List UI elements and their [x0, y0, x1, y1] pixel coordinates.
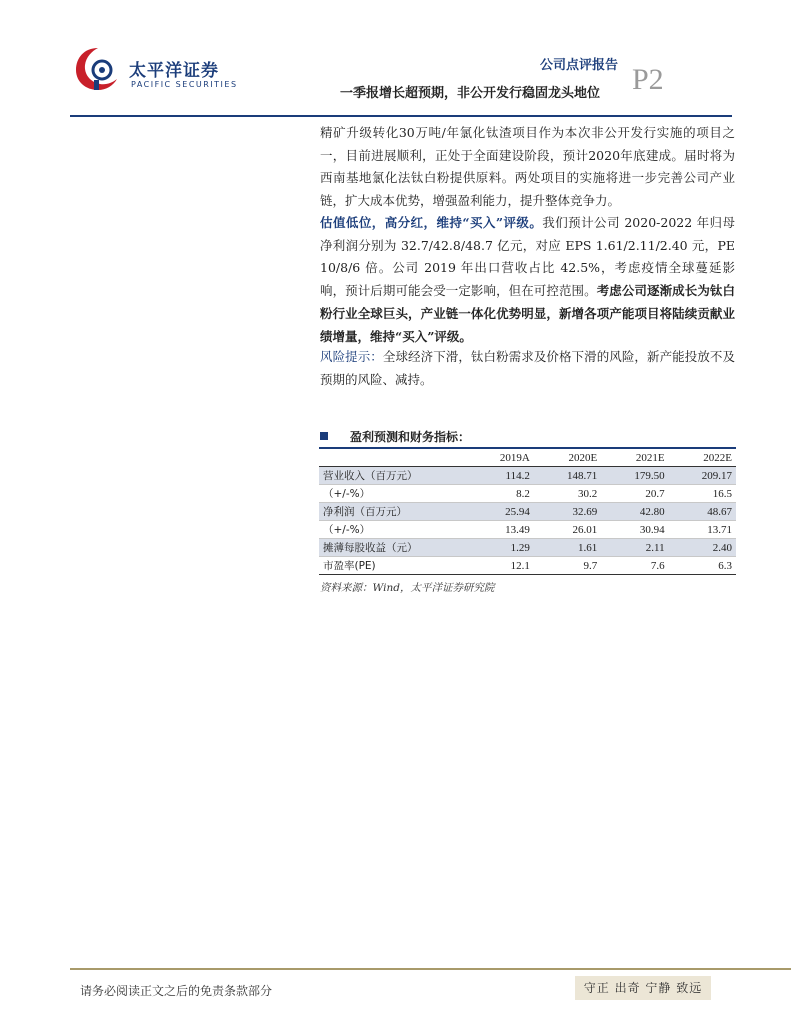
financial-forecast-table: [319, 449, 736, 575]
row-label: 营业收入（百万元）: [319, 467, 467, 485]
cell: 8.2: [467, 485, 534, 503]
cell: 6.3: [669, 557, 736, 575]
header-cell: 2021E: [601, 449, 668, 467]
footer-disclaimer: 请务必阅读正文之后的免责条款部分: [80, 984, 273, 998]
table-row: [319, 503, 736, 521]
report-title: 一季报增长超预期，非公开发行稳固龙头地位: [340, 86, 601, 101]
table-title: [320, 428, 470, 445]
paragraph-valuation: [320, 212, 735, 348]
header-divider: [70, 115, 732, 117]
table-header-row: [319, 449, 736, 467]
valuation-conclusion: 考虑公司逐渐成长为钛白粉行业全球巨头，产业链一体化优势明显，新增各项产能项目将陆续贡献业绩增量，维持“买入”评级。: [320, 283, 735, 344]
header-cell: [319, 449, 467, 467]
cell: 16.5: [669, 485, 736, 503]
cell: 179.50: [601, 467, 668, 485]
company-name-cn: 太平洋证券: [129, 61, 219, 81]
cell: 1.29: [467, 539, 534, 557]
cell: 32.69: [534, 503, 601, 521]
table-source: 资料来源：Wind，太平洋证券研究院: [320, 582, 495, 594]
cell: 30.2: [534, 485, 601, 503]
table-row: [319, 521, 736, 539]
paragraph-project: 精矿升级转化30万吨/年氯化钛渣项目作为本次非公开发行实施的项目之一，目前进展顺利，正处于全面建设阶段，预计2020年底建成。届时将为西南基地氯化法钛白粉提供原料。两处项目的实施将进一步完善公司产业链，扩大成本优势，增强盈利能力，提升整体竞争力。: [320, 125, 735, 209]
cell: 7.6: [601, 557, 668, 575]
company-logo-icon: [72, 44, 124, 94]
cell: 12.1: [467, 557, 534, 575]
cell: 2.11: [601, 539, 668, 557]
row-label: （+/-%）: [319, 485, 467, 503]
cell: 13.49: [467, 521, 534, 539]
header-cell: 2020E: [534, 449, 601, 467]
table-row: [319, 539, 736, 557]
cell: 13.71: [669, 521, 736, 539]
cell: 25.94: [467, 503, 534, 521]
cell: 148.71: [534, 467, 601, 485]
cell: 2.40: [669, 539, 736, 557]
row-label: 市盈率(PE): [319, 557, 467, 575]
cell: 20.7: [601, 485, 668, 503]
row-label: （+/-%）: [319, 521, 467, 539]
header-cell: 2019A: [467, 449, 534, 467]
table-row: [319, 467, 736, 485]
page-number: P2: [632, 63, 664, 96]
table-row: [319, 485, 736, 503]
cell: 114.2: [467, 467, 534, 485]
row-label: 净利润（百万元）: [319, 503, 467, 521]
table-row: [319, 557, 736, 575]
risk-text: 全球经济下滑，钛白粉需求及价格下滑的风险，新产能投放不及预期的风险、减持。: [320, 349, 735, 387]
table-title-text: 盈利预测和财务指标：: [350, 430, 471, 444]
cell: 48.67: [669, 503, 736, 521]
header-cell: 2022E: [669, 449, 736, 467]
square-bullet-icon: [320, 432, 328, 440]
risk-lead: 风险提示：: [320, 349, 383, 364]
cell: 1.61: [534, 539, 601, 557]
footer-motto: 守正 出奇 宁静 致远: [575, 976, 711, 1000]
footer-divider: [70, 968, 791, 970]
company-name-en: PACIFIC SECURITIES: [131, 80, 238, 89]
report-type: 公司点评报告: [540, 58, 619, 73]
cell: 30.94: [601, 521, 668, 539]
cell: 26.01: [534, 521, 601, 539]
valuation-text: 我们预计公司 2020-2022 年归母净利润分别为 32.7/42.8/48.7 亿元，对应 EPS 1.61/2.11/2.40 元，PE 10/8/6 倍。公司 2019 年出口营收占比 42.5%，考虑疫情全球蔓延影响，预计后期可能会受一定影响，但在可控范围。: [320, 215, 735, 299]
cell: 9.7: [534, 557, 601, 575]
paragraph-risk: [320, 346, 735, 391]
row-label: 摊薄每股收益（元）: [319, 539, 467, 557]
valuation-lead: 估值低位，高分红，维持“买入”评级。: [320, 215, 543, 230]
cell: 42.80: [601, 503, 668, 521]
cell: 209.17: [669, 467, 736, 485]
